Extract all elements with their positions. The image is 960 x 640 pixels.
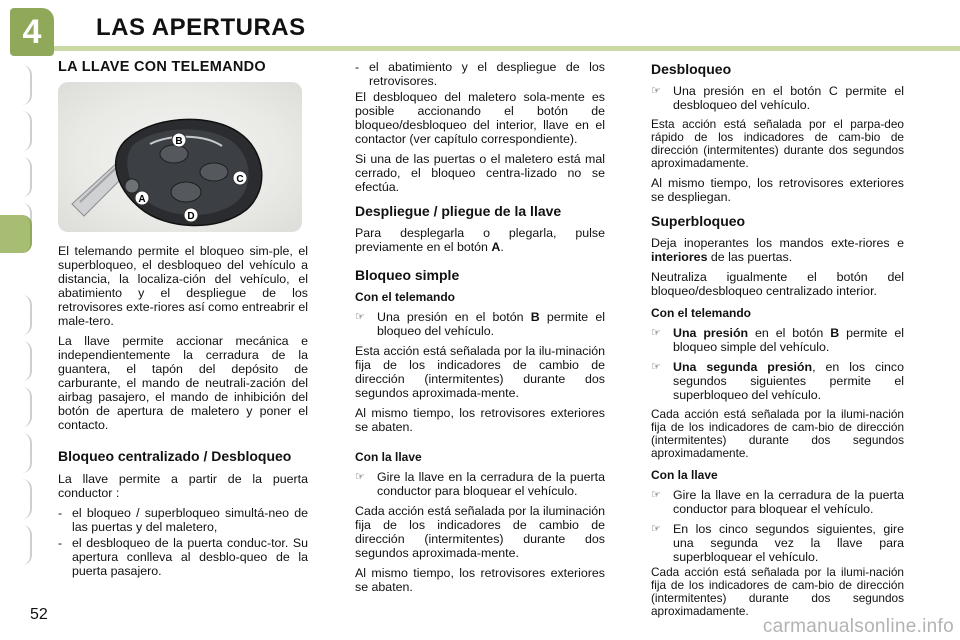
- text-run: Para desplegarla o plegarla, pulse previamente en el botón: [355, 226, 605, 254]
- side-tab[interactable]: [0, 433, 32, 473]
- button-letter: B: [830, 326, 840, 340]
- list-item: [651, 522, 904, 564]
- key-label-b: B: [175, 136, 183, 147]
- pointing-hand-icon: ☞: [355, 311, 365, 323]
- text-run: de las puertas.: [707, 250, 793, 264]
- side-tab[interactable]: [0, 479, 32, 519]
- paragraph: La llave permite accionar mecánica e independientemente la cerradura de la guantera, el tapón del depósito de carburante, el mando de neutrali-zación del airbag pasajero, el mando de inhibición del botón de apertura de maletero y poner el contacto.: [58, 334, 308, 432]
- heading-with-key: Con la llave: [651, 468, 718, 482]
- text-run: permite el bloqueo del vehículo.: [377, 310, 605, 338]
- side-tab[interactable]: [0, 525, 32, 565]
- paragraph: Al mismo tiempo, los retrovisores exteriores se despliegan.: [651, 176, 904, 204]
- list-item-text: En los cinco segundos siguientes, gire una segunda vez la llave para superbloquear el vehículo.: [673, 522, 904, 564]
- text-run-bold: Una presión: [673, 326, 749, 340]
- dash-marker: -: [58, 506, 63, 520]
- text-run: Una presión en el botón: [377, 310, 531, 324]
- text-run: , en los cinco segundos siguientes permite el superbloqueo del vehículo.: [673, 360, 904, 402]
- paragraph: Neutraliza igualmente el botón del bloqueo/desbloqueo centralizado interior.: [651, 270, 904, 298]
- side-tab[interactable]: [0, 111, 32, 151]
- paragraph: Al mismo tiempo, los retrovisores exteriores se abaten.: [355, 566, 605, 594]
- text-run: en el botón: [748, 326, 831, 340]
- pointing-hand-icon: ☞: [651, 327, 661, 339]
- list-item: [355, 470, 605, 498]
- list-item-text: Gire la llave en la cerradura de la puerta conductor para bloquear el vehículo.: [673, 488, 904, 516]
- key-remote-icon: [58, 82, 302, 232]
- heading-central-lock: Bloqueo centralizado / Desbloqueo: [58, 448, 292, 464]
- text-run: Deja inoperantes los mandos exte-riores e: [651, 236, 904, 250]
- heading-with-remote: Con el telemando: [651, 306, 752, 320]
- pointing-hand-icon: ☞: [651, 361, 661, 373]
- side-chapter-tabs: [0, 55, 34, 575]
- list-item-text: el bloqueo / superbloqueo simultá-neo de las puertas y del maletero,: [72, 506, 308, 534]
- paragraph: [651, 236, 904, 264]
- chapter-number-tab: 4: [10, 8, 54, 56]
- list-item: [651, 488, 904, 516]
- list-item-text: [673, 326, 904, 354]
- watermark: carmanualsonline.info: [762, 616, 954, 637]
- page-number: 52: [30, 606, 48, 623]
- text-run-bold: Una segunda presión: [673, 360, 813, 374]
- list-item-text: [377, 310, 605, 338]
- heading-key-remote: LA LLAVE CON TELEMANDO: [58, 59, 266, 75]
- paragraph: La llave permite a partir de la puerta conductor :: [58, 472, 308, 500]
- side-tab[interactable]: [0, 65, 32, 105]
- heading-deadlock: Superbloqueo: [651, 213, 746, 229]
- paragraph: [355, 226, 605, 254]
- column-right: [651, 60, 904, 624]
- paragraph: El desbloqueo del maletero sola-mente es posible accionando el botón de bloqueo/desbloqueo del interior, llave en el contactor (ver capítulo correspondiente).: [355, 90, 605, 146]
- list-item: [651, 326, 904, 354]
- header-rule: [52, 46, 960, 51]
- heading-simple-lock: Bloqueo simple: [355, 267, 460, 283]
- pointing-hand-icon: ☞: [651, 85, 661, 97]
- heading-unlock: Desbloqueo: [651, 61, 732, 77]
- side-tab-active[interactable]: [0, 215, 32, 253]
- dash-marker: -: [58, 536, 63, 550]
- text-run: .: [500, 240, 504, 254]
- list-item: [651, 360, 904, 402]
- paragraph: Cada acción está señalada por la iluminación fija de los indicadores de cambio de dirección (intermitentes) durante dos segundos aproximada-mente.: [355, 504, 605, 560]
- list-item: [58, 536, 308, 578]
- side-tab[interactable]: [0, 341, 32, 381]
- side-tab[interactable]: [0, 295, 32, 335]
- heading-with-remote: Con el telemando: [355, 290, 456, 304]
- button-letter: A: [491, 240, 501, 254]
- button-letter: B: [530, 310, 540, 324]
- list-item: [58, 506, 308, 534]
- list-item: [355, 60, 605, 88]
- column-left: [58, 60, 308, 580]
- paragraph: Cada acción está señalada por la ilumi-nación fija de los indicadores de cam-bio de dirección (intermitentes) durante dos segundos aproximadamente.: [651, 565, 904, 618]
- list-item-text: el desbloqueo de la puerta conduc-tor. Su apertura conlleva al desblo-queo de la puerta pasajero.: [72, 536, 308, 578]
- list-item-text: Gire la llave en la cerradura de la puerta conductor para bloquear el vehículo.: [377, 470, 605, 498]
- section-title: LAS APERTURAS: [96, 14, 306, 41]
- pointing-hand-icon: ☞: [651, 489, 661, 501]
- text-run: permite el bloqueo simple del vehículo.: [673, 326, 904, 354]
- paragraph: Esta acción está señalada por el parpa-deo rápido de los indicadores de cam-bio de dirección (intermitentes) durante dos segundos aproximadamente.: [651, 117, 904, 170]
- paragraph: Esta acción está señalada por la ilu-minación fija de los indicadores de cambio de dirección (intermitentes) durante dos segundos aproximada-mente.: [355, 344, 605, 400]
- dash-marker: -: [355, 60, 360, 74]
- key-remote-illustration: [58, 82, 302, 232]
- paragraph: Cada acción está señalada por la ilumi-nación fija de los indicadores de cam-bio de dirección (intermitentes) durante dos segundos aproximadamente.: [651, 407, 904, 460]
- key-label-d: D: [187, 211, 195, 222]
- paragraph: El telemando permite el bloqueo sim-ple, el superbloqueo, el desbloqueo del vehículo a distancia, la localiza-ción del vehículo, el abatimiento y el despliegue de los retrovisores exte-riores así como entreabrir el male-tero.: [58, 244, 308, 328]
- side-tab[interactable]: [0, 387, 32, 427]
- heading-with-key: Con la llave: [355, 450, 422, 464]
- list-item-text: [673, 360, 904, 402]
- key-label-c: C: [236, 174, 244, 185]
- pointing-hand-icon: ☞: [355, 471, 365, 483]
- list-item-text: el abatimiento y el despliegue de los retrovisores.: [369, 60, 605, 88]
- key-label-a: A: [138, 194, 146, 205]
- text-run-bold: interiores: [651, 250, 708, 264]
- list-item: [651, 84, 904, 112]
- side-tab[interactable]: [0, 157, 32, 197]
- column-middle: [355, 60, 605, 600]
- paragraph: Si una de las puertas o el maletero está mal cerrado, el bloqueo centra-lizado no se efectúa.: [355, 152, 605, 194]
- paragraph: Al mismo tiempo, los retrovisores exteriores se abaten.: [355, 406, 605, 434]
- pointing-hand-icon: ☞: [651, 523, 661, 535]
- heading-fold-key: Despliegue / pliegue de la llave: [355, 203, 562, 219]
- list-item-text: Una presión en el botón C permite el desbloqueo del vehículo.: [673, 84, 904, 112]
- list-item: [355, 310, 605, 338]
